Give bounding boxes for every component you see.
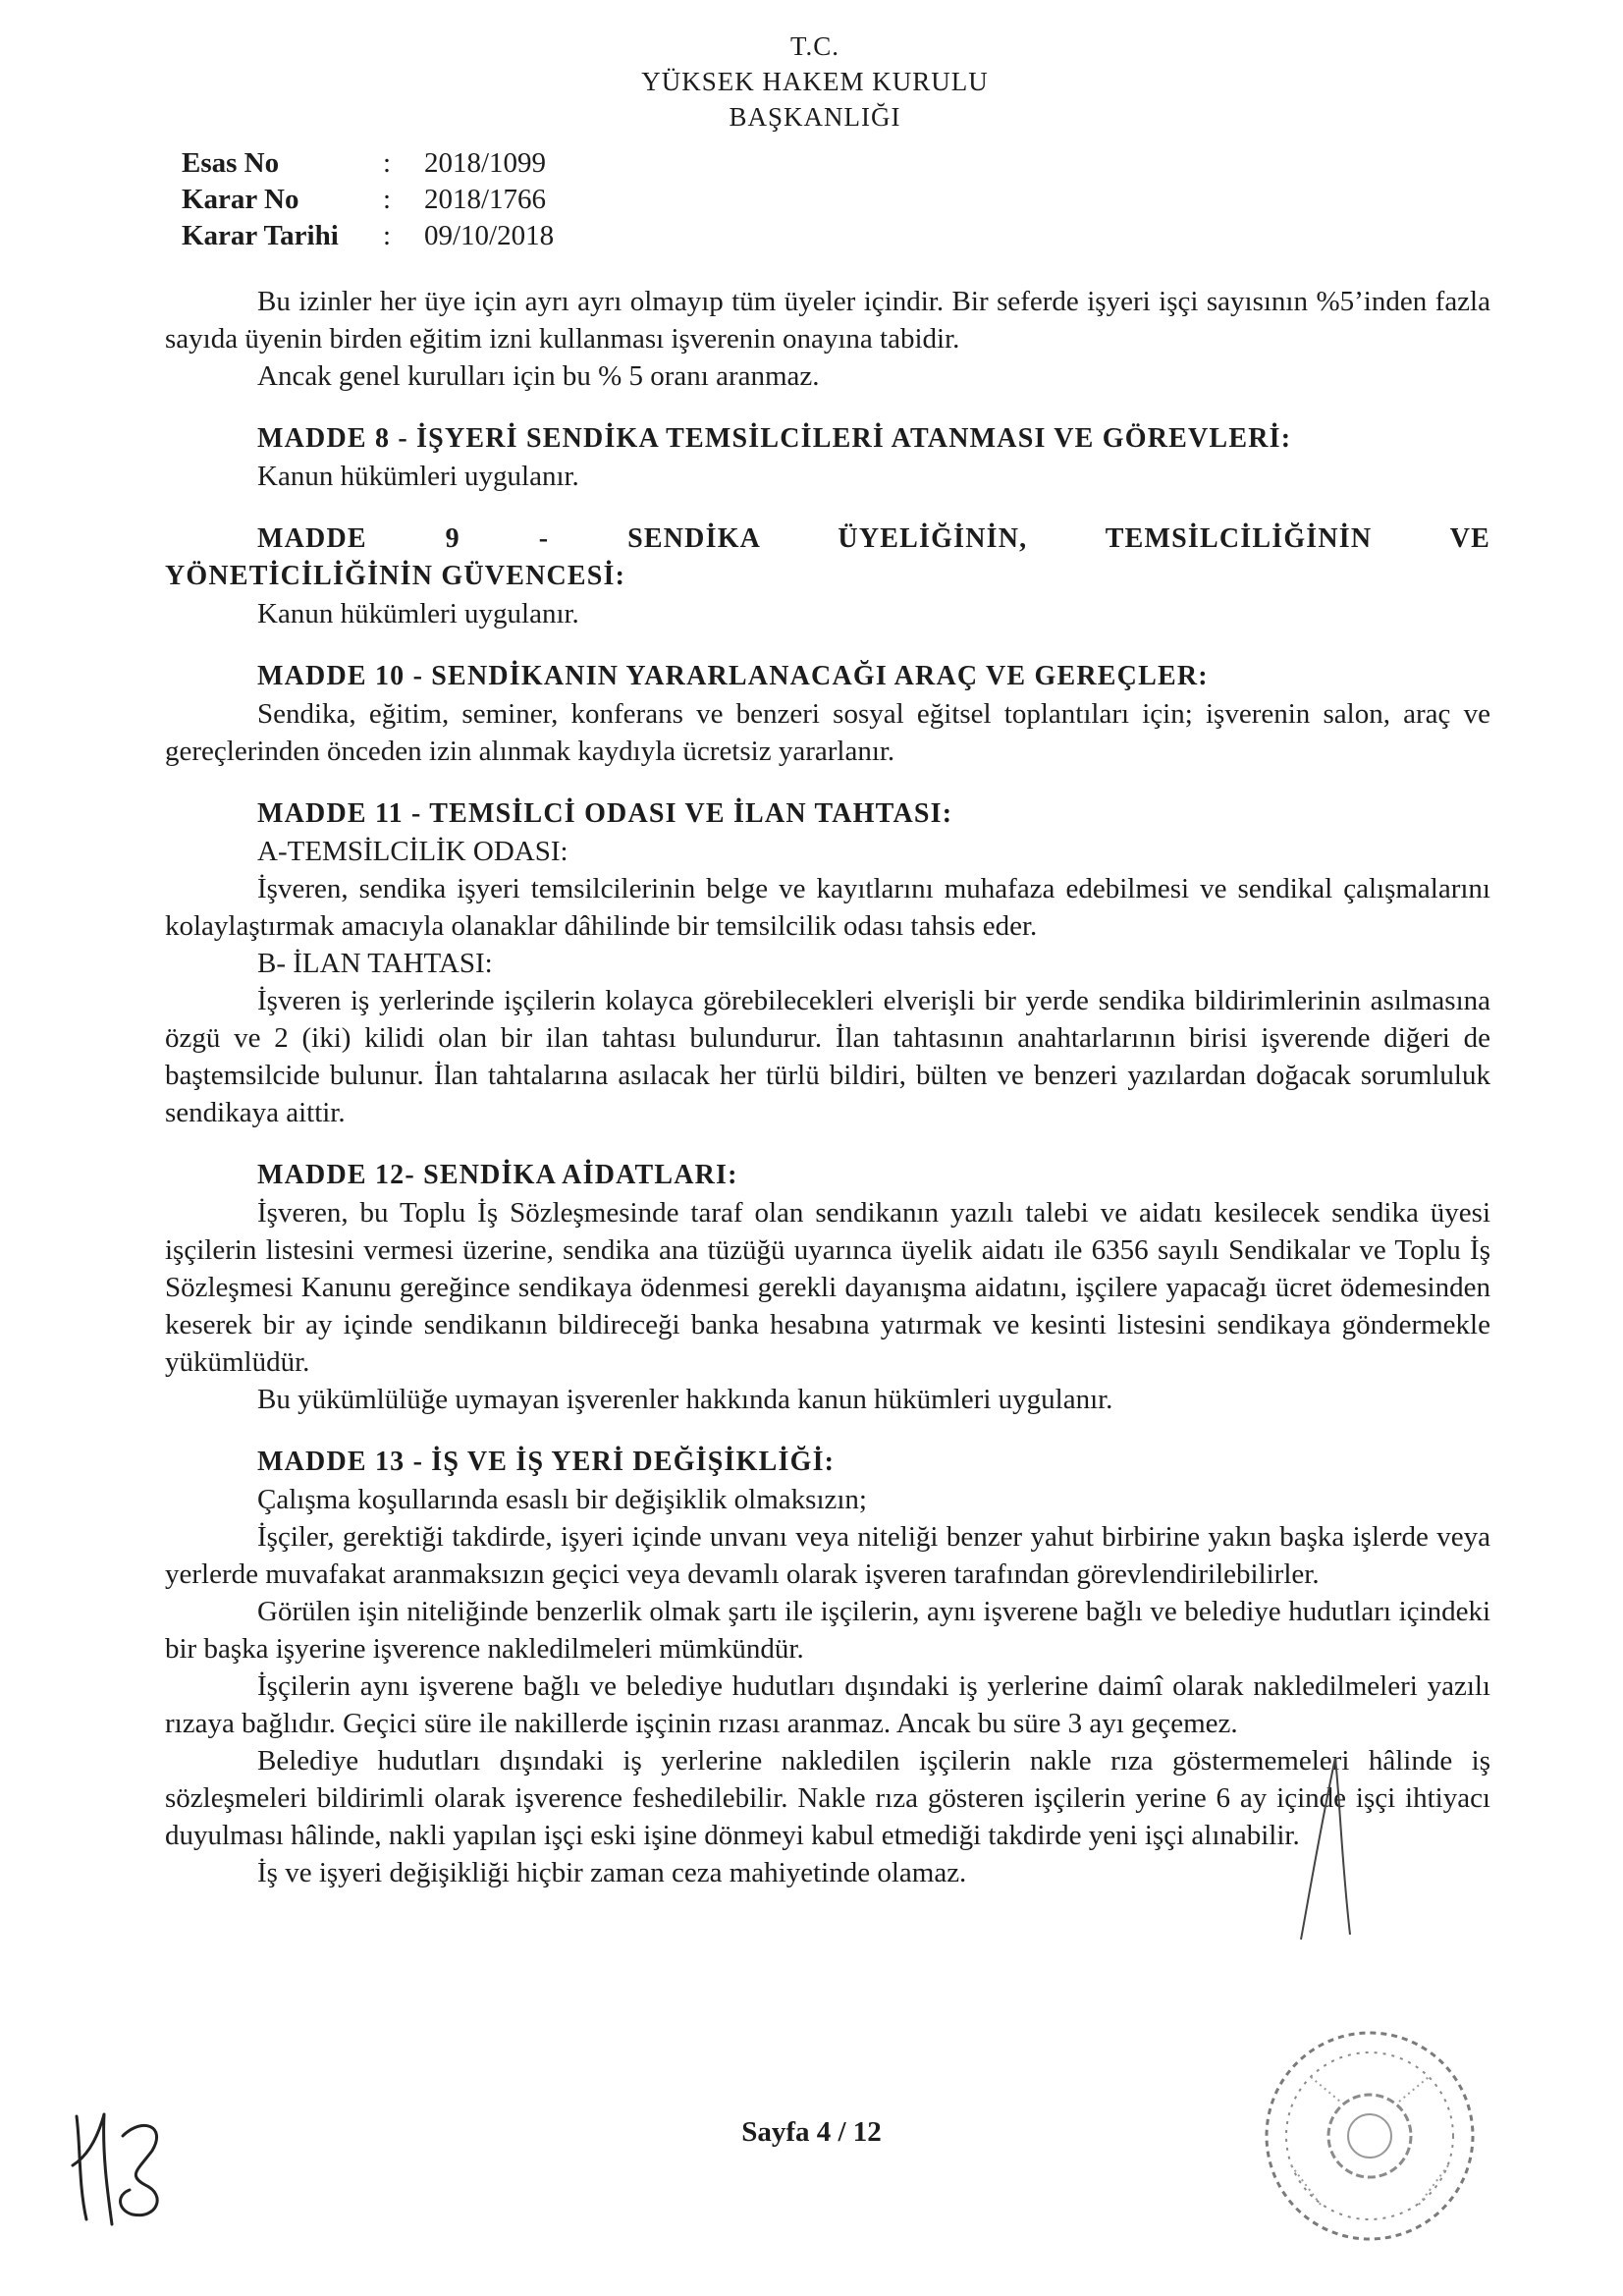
esas-colon: : xyxy=(383,147,392,179)
article-12-title: MADDE 12- SENDİKA AİDATLARI: xyxy=(257,1160,738,1190)
karar-colon: : xyxy=(383,184,392,215)
handwritten-initials xyxy=(69,2097,177,2234)
tarih-label: Karar Tarihi xyxy=(182,220,339,251)
esas-row xyxy=(182,145,554,182)
article-13-p1: Çalışma koşullarında esaslı bir değişiklik olmaksızın; xyxy=(257,1484,867,1515)
article-9-text: Kanun hükümleri uygulanır. xyxy=(257,598,579,629)
karar-row xyxy=(182,182,554,218)
article-11-a-title: A-TEMSİLCİLİK ODASI: xyxy=(257,836,568,867)
article-13-p6: İş ve işyeri değişikliği hiçbir zaman ceza mahiyetinde olamaz. xyxy=(257,1857,967,1888)
tarih-colon: : xyxy=(383,220,392,251)
header-presidency: BAŞKANLIĞI xyxy=(729,102,901,132)
esas-label: Esas No xyxy=(182,147,280,179)
article-8-title: MADDE 8 - İŞYERİ SENDİKA TEMSİLCİLERİ ATANMASI VE GÖREVLERİ: xyxy=(257,423,1292,454)
article-8-text: Kanun hükümleri uygulanır. xyxy=(257,461,579,492)
header-tc: T.C. xyxy=(790,31,839,61)
article-12-text2: Bu yükümlülüğe uymayan işverenler hakkında kanun hükümleri uygulanır. xyxy=(257,1384,1113,1415)
article-10-title: MADDE 10 - SENDİKANIN YARARLANACAĞI ARAÇ VE GEREÇLER: xyxy=(257,661,1209,691)
karar-value: 2018/1766 xyxy=(424,184,547,215)
header-institution: YÜKSEK HAKEM KURULU xyxy=(641,67,989,96)
document-body xyxy=(165,283,1490,1891)
article-13-p3: Görülen işin niteliğinde benzerlik olmak şartı ile işçilerin, aynı işverene bağlı ve belediye hudutları içindeki bir başka işyerine işverence nakledilmeleri mümkündür. xyxy=(165,1596,1490,1665)
karar-label: Karar No xyxy=(182,184,299,215)
article-13-p5: Belediye hudutları dışındaki iş yerlerine nakledilen işçilerin nakle rıza göstermemeleri hâlinde iş sözleşmeleri bildirimli olarak işverence feshedilebilir. Nakle rıza gösteren işçilerin yerine 6 ay içinde işçi ihtiyacı duyulması hâlinde, nakli yapılan işçi eski işine dönmeyi kabul etmediği takdirde yeni işçi alınabilir. xyxy=(165,1745,1490,1851)
article-11-title: MADDE 11 - TEMSİLCİ ODASI VE İLAN TAHTASI: xyxy=(257,798,953,829)
tarih-value: 09/10/2018 xyxy=(424,220,555,251)
article-11-b-text: İşveren iş yerlerinde işçilerin kolayca görebilecekleri elverişli bir yerde sendika bildirimlerinin asılmasına özgü ve 2 (iki) kilidi olan bir ilan tahtası bulundurur. İlan tahtasının anahtarlarının birisi işverende diğeri de baştemsilcide bulunur. İlan tahtalarına asılacak her türlü bildiri, bülten ve benzeri yazılardan doğacak sorumluluk sendikaya aittir. xyxy=(165,985,1490,1128)
article-9-title-line2: YÖNETİCİLİĞİNİN GÜVENCESİ: xyxy=(165,561,626,591)
tarih-row xyxy=(182,218,554,254)
paragraph-2: Ancak genel kurulları için bu % 5 oranı aranmaz. xyxy=(257,360,820,392)
article-13-title: MADDE 13 - İŞ VE İŞ YERİ DEĞİŞİKLİĞİ: xyxy=(257,1447,836,1477)
article-13-p4: İşçilerin aynı işverene bağlı ve belediye hudutları dışındaki iş yerlerine daimî olarak nakledilmeleri yazılı rızaya bağlıdır. Geçici süre ile nakillerde işçinin rızası aranmaz. Ancak bu süre 3 ayı geçemez. xyxy=(165,1670,1490,1739)
article-12-text: İşveren, bu Toplu İş Sözleşmesinde taraf olan sendikanın yazılı talebi ve aidatı kesilecek sendika üyesi işçilerin listesini vermesi üzerine, sendika ana tüzüğü uyarınca üyelik aidatı ile 6356 sayılı Sendikalar ve Toplu İş Sözleşmesi Kanunu gereğince sendikaya ödenmesi gerekli dayanışma aidatını, işçilere yapacağı ücret ödemesinden keserek bir ay içinde sendikanın bildireceği banka hesabına yatırmak ve kesinti listesini sendikaya göndermekle yükümlüdür. xyxy=(165,1197,1490,1378)
case-meta xyxy=(182,145,554,254)
signature-stroke xyxy=(1281,1748,1370,1944)
article-9-title-line1: MADDE 9 - SENDİKA ÜYELİĞİNİN, TEMSİLCİLİĞİNİN VE xyxy=(257,523,1490,554)
article-11-a-text: İşveren, sendika işyeri temsilcilerinin belge ve kayıtlarını muhafaza edebilmesi ve sendikal çalışmalarını kolaylaştırmak amacıyla olanaklar dâhilinde bir temsilcilik odası tahsis eder. xyxy=(165,873,1490,942)
official-seal xyxy=(1252,2018,1488,2254)
article-13-p2: İşçiler, gerektiği takdirde, işyeri içinde unvanı veya niteliği benzer yahut birbirine yakın başka işlerde veya yerlerde muvafakat aranmaksızın geçici veya devamlı olarak işveren tarafından görevlendirilebilirler. xyxy=(165,1521,1490,1590)
esas-value: 2018/1099 xyxy=(424,147,547,179)
page-number: Sayfa 4 / 12 xyxy=(741,2116,882,2148)
article-11-b-title: B- İLAN TAHTASI: xyxy=(257,948,493,979)
article-10-text: Sendika, eğitim, seminer, konferans ve benzeri sosyal eğitsel toplantıları için; işverenin salon, araç ve gereçlerinden önceden izin alınmak kaydıyla ücretsiz yararlanır. xyxy=(165,698,1490,767)
paragraph-1: Bu izinler her üye için ayrı ayrı olmayıp tüm üyeler içindir. Bir seferde işyeri işçi sayısının %5’inden fazla sayıda üyenin birden eğitim izni kullanması işverenin onayına tabidir. xyxy=(165,286,1490,355)
